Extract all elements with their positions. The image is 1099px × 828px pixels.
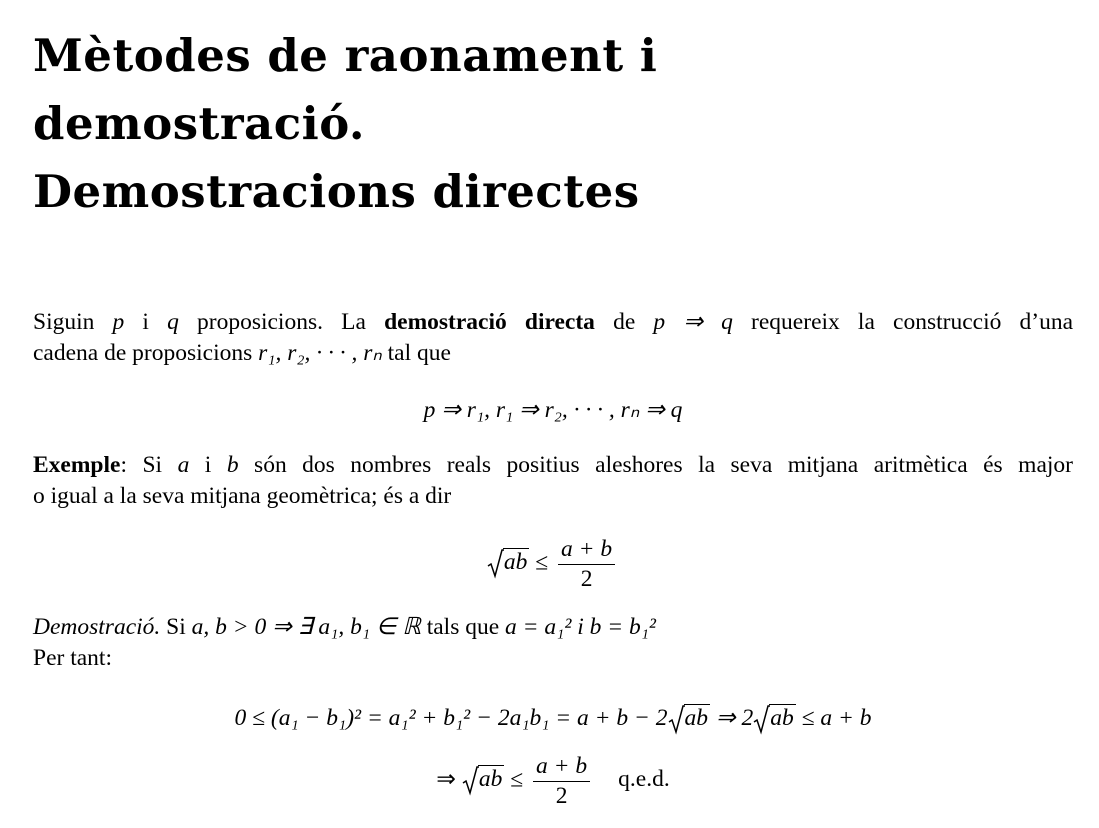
proof-line-1: Demostració. Si a, b > 0 ⇒ ∃ a₁, b₁ ∈ ℝ tals que a = a₁² i b = b₁²: [33, 614, 656, 640]
derivation-formula: 0 ≤ (a₁ − b₁)² = a₁² + b₁² − 2a₁b₁ = a + b − 2 ab ⇒ 2 ab ≤ a + b: [234, 705, 872, 731]
sqrt-ab: ab: [462, 765, 505, 793]
definition-paragraph: [33, 307, 1073, 369]
sqrt-ab: ab: [753, 704, 796, 732]
conclusion-formula: ⇒ ab ≤ $\frac{a + b}{2}$ q.e.d.: [436, 753, 670, 809]
example-line-2: o igual a la seva mitjana geomètrica; és a dir: [33, 483, 452, 509]
proof-label: Demostració.: [33, 614, 161, 640]
sqrt-ab: ab: [487, 548, 530, 576]
proof-paragraph: [33, 612, 1073, 674]
page-title: [33, 22, 657, 226]
bold-term: demostració directa: [384, 309, 595, 335]
fraction: $\frac{a + b}{2}$: [533, 752, 590, 810]
inequality-formula: ab ≤ $\frac{a + b}{2}$: [33, 535, 1073, 593]
chain-formula: p ⇒ r₁, r₁ ⇒ r₂, · · · , rₙ ⇒ q: [423, 397, 683, 423]
definition-line-1: Siguin p i q proposicions. La demostració directa de p ⇒ q requereix la construcció d’una: [33, 309, 1073, 335]
sqrt-ab: ab: [668, 704, 711, 732]
example-paragraph: [33, 450, 1073, 512]
example-line-1: Exemple: Si a i b són dos nombres reals positius aleshores la seva mitjana aritmètica és major: [33, 452, 1073, 478]
fraction: $\frac{a + b}{2}$: [558, 535, 615, 593]
proof-line-2: Per tant:: [33, 645, 112, 671]
title-line-3: Demostracions directes: [33, 165, 640, 218]
title-line-1: Mètodes de raonament i: [33, 29, 658, 82]
title-line-2: demostració.: [33, 97, 366, 150]
definition-line-2: cadena de proposicions r₁, r₂, · · · , rₙ tal que: [33, 340, 451, 366]
qed-mark: q.e.d.: [618, 766, 670, 793]
example-label: Exemple: [33, 452, 121, 478]
document-page: [33, 0, 1073, 828]
